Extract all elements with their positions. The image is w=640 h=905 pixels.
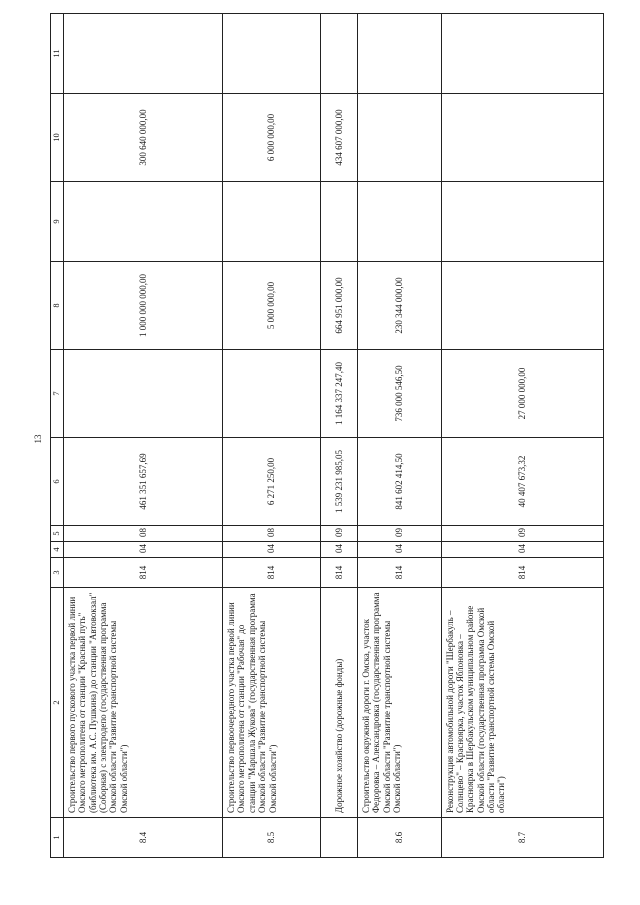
cell-subsection: 09 [357, 526, 441, 542]
cell-subsection: 09 [320, 526, 357, 542]
cell-amount: 1 000 000 000,00 [64, 262, 223, 350]
cell-amount [357, 14, 441, 94]
cell-section: 04 [223, 542, 321, 558]
table-row [64, 14, 223, 858]
column-header: 9 [51, 182, 64, 262]
cell-amount [320, 182, 357, 262]
column-header: 1 [51, 818, 64, 858]
cell-amount: 1 539 231 985,05 [320, 438, 357, 526]
header-row [51, 14, 64, 858]
cell-amount [223, 350, 321, 438]
column-header: 3 [51, 558, 64, 588]
cell-amount: 40 407 673,32 [441, 438, 603, 526]
cell-amount: 461 351 657,69 [64, 438, 223, 526]
cell-subsection: 08 [64, 526, 223, 542]
column-header: 7 [51, 350, 64, 438]
row-number: 8.6 [357, 818, 441, 858]
cell-amount: 1 164 337 247,40 [320, 350, 357, 438]
budget-table-rotated [50, 14, 604, 858]
cell-code: 814 [223, 558, 321, 588]
cell-amount [441, 182, 603, 262]
cell-amount: 5 000 000,00 [223, 262, 321, 350]
column-header: 8 [51, 262, 64, 350]
cell-amount [64, 14, 223, 94]
table-row [357, 14, 441, 858]
column-header: 6 [51, 438, 64, 526]
budget-table [50, 13, 604, 858]
cell-amount [64, 350, 223, 438]
cell-amount [357, 94, 441, 182]
table-row [441, 14, 603, 858]
row-number: 8.5 [223, 818, 321, 858]
cell-code: 814 [64, 558, 223, 588]
column-header: 11 [51, 14, 64, 94]
row-name: Дорожное хозяйство (дорожные фонды) [320, 588, 357, 818]
cell-amount [223, 182, 321, 262]
cell-code: 814 [357, 558, 441, 588]
table-row-subtotal [320, 14, 357, 858]
table-row [223, 14, 321, 858]
cell-amount [357, 182, 441, 262]
row-name: Реконструкция автомобильной дороги "Шербакуль – Солнцево" – Красноярка, участок Яблоновка – Красноярка в Шербакульском муниципальном районе Омской области (государственная программа Омской области "Развитие транспортной системы Омской области") [441, 588, 603, 818]
cell-amount: 664 951 000,00 [320, 262, 357, 350]
cell-amount [441, 94, 603, 182]
column-header: 2 [51, 588, 64, 818]
cell-subsection: 08 [223, 526, 321, 542]
column-header: 10 [51, 94, 64, 182]
cell-amount: 841 602 414,50 [357, 438, 441, 526]
column-header: 5 [51, 526, 64, 542]
cell-amount: 27 000 000,00 [441, 350, 603, 438]
cell-amount: 300 640 000,00 [64, 94, 223, 182]
cell-section: 04 [441, 542, 603, 558]
cell-amount [223, 14, 321, 94]
cell-amount: 736 000 546,50 [357, 350, 441, 438]
cell-amount: 6 000 000,00 [223, 94, 321, 182]
cell-section: 04 [320, 542, 357, 558]
cell-section: 04 [357, 542, 441, 558]
page-number: 13 [33, 434, 43, 444]
cell-section: 04 [64, 542, 223, 558]
cell-code: 814 [320, 558, 357, 588]
cell-amount: 434 607 000,00 [320, 94, 357, 182]
cell-amount: 6 271 250,00 [223, 438, 321, 526]
cell-amount [320, 14, 357, 94]
row-name: Строительство первого пускового участка первой линии Омского метрополитена от станции "Красный путь" (библиотека им. А.С. Пушкина) до станции "Автовокзал" (Соборная) с электродепо (государственная программа Омской области "Развитие транспортной системы Омской области") [64, 588, 223, 818]
column-header: 4 [51, 542, 64, 558]
cell-amount: 230 344 000,00 [357, 262, 441, 350]
row-number [320, 818, 357, 858]
cell-amount [64, 182, 223, 262]
cell-code: 814 [441, 558, 603, 588]
cell-amount [441, 14, 603, 94]
row-number: 8.4 [64, 818, 223, 858]
row-name: Строительство первоочередного участка первой линии Омского метрополитена от станции "Рабочая" до станции "Маршала Жукова" (государственная программа Омской области "Развитие транспортной системы Омской области") [223, 588, 321, 818]
cell-subsection: 09 [441, 526, 603, 542]
row-name: Строительство окружной дороги г. Омска, участок Федоровка – Александровка (государственная программа Омской области "Развитие транспортной системы Омской области") [357, 588, 441, 818]
cell-amount [441, 262, 603, 350]
row-number: 8.7 [441, 818, 603, 858]
